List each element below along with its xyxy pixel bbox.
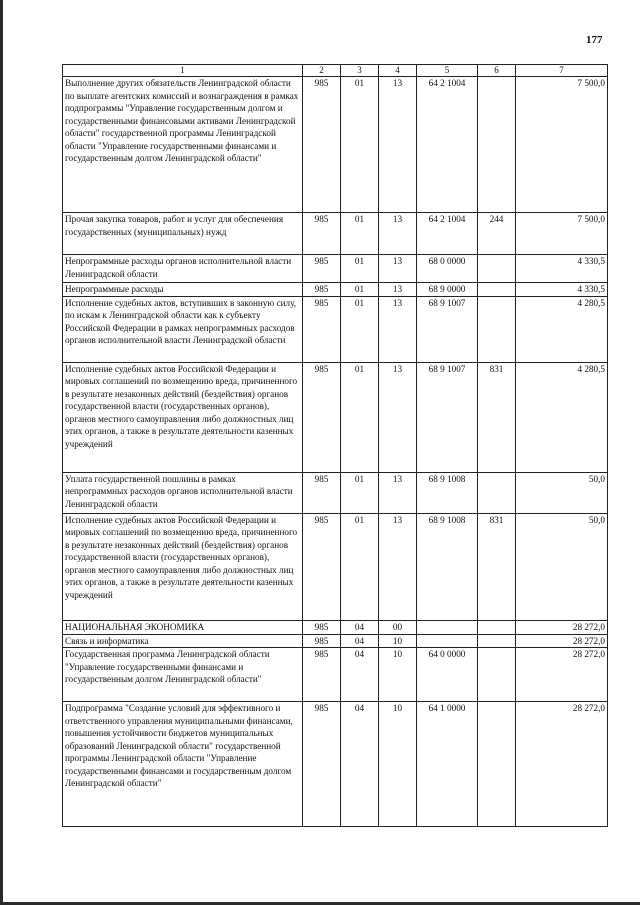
budget-table [62, 64, 608, 827]
row-section: 01 [341, 472, 379, 513]
row-subsection: 10 [379, 702, 417, 827]
row-section: 01 [341, 513, 379, 620]
row-target-article: 64 0 0000 [417, 648, 478, 702]
row-grbs: 985 [303, 77, 341, 213]
row-grbs: 985 [303, 362, 341, 472]
row-name: Государственная программа Ленинградской области "Управление государственными финансами и государственным долгом Ленинградской области" [63, 648, 303, 702]
table-header-row [63, 65, 608, 77]
row-expense-type [478, 283, 516, 297]
row-grbs: 985 [303, 513, 341, 620]
row-sum: 28 272,0 [516, 702, 608, 827]
table-row [63, 296, 608, 362]
row-name: Исполнение судебных актов Российской Федерации и мировых соглашений по возмещению вреда, причиненного в результате незаконных действий (бездействия) органов государственной власти (государственных органов), органов местного самоуправления либо должностных лиц этих органов, а также в результате деятельности казенных учреждений [63, 362, 303, 472]
header-col-4: 4 [379, 65, 417, 77]
row-expense-type [478, 296, 516, 362]
table-row [63, 283, 608, 297]
row-expense-type [478, 620, 516, 634]
row-target-article: 68 9 1007 [417, 362, 478, 472]
row-grbs: 985 [303, 213, 341, 255]
row-subsection: 13 [379, 283, 417, 297]
row-section: 01 [341, 213, 379, 255]
row-sum: 28 272,0 [516, 648, 608, 702]
row-expense-type [478, 702, 516, 827]
table-row [63, 255, 608, 283]
header-col-7: 7 [516, 65, 608, 77]
row-grbs: 985 [303, 620, 341, 634]
row-name: Непрограммные расходы органов исполнительной власти Ленинградской области [63, 255, 303, 283]
row-expense-type [478, 648, 516, 702]
row-expense-type [478, 77, 516, 213]
row-subsection: 13 [379, 362, 417, 472]
row-subsection: 13 [379, 472, 417, 513]
row-sum: 50,0 [516, 472, 608, 513]
row-grbs: 985 [303, 702, 341, 827]
row-expense-type: 831 [478, 362, 516, 472]
row-expense-type [478, 472, 516, 513]
row-target-article: 64 2 1004 [417, 213, 478, 255]
row-target-article: 64 2 1004 [417, 77, 478, 213]
scan-edge-left [0, 0, 3, 905]
row-grbs: 985 [303, 472, 341, 513]
row-grbs: 985 [303, 296, 341, 362]
row-sum: 7 500,0 [516, 213, 608, 255]
row-name: НАЦИОНАЛЬНАЯ ЭКОНОМИКА [63, 620, 303, 634]
row-section: 01 [341, 77, 379, 213]
row-target-article: 68 9 0000 [417, 283, 478, 297]
row-target-article: 64 1 0000 [417, 702, 478, 827]
row-section: 04 [341, 648, 379, 702]
header-col-3: 3 [341, 65, 379, 77]
row-target-article: 68 0 0000 [417, 255, 478, 283]
row-subsection: 10 [379, 648, 417, 702]
row-expense-type: 831 [478, 513, 516, 620]
table-row [63, 634, 608, 648]
row-sum: 50,0 [516, 513, 608, 620]
row-name: Подпрограмма "Создание условий для эффективного и ответственного управления муниципальными финансами, повышения устойчивости бюджетов муниципальных образований Ленинградской области" государственной программы Ленинградской области "Управление государственными финансами и государственным долгом Ленинградской области" [63, 702, 303, 827]
row-section: 04 [341, 620, 379, 634]
page-number: 177 [586, 34, 603, 46]
table-row [63, 77, 608, 213]
row-sum: 28 272,0 [516, 620, 608, 634]
header-col-2: 2 [303, 65, 341, 77]
row-name: Непрограммные расходы [63, 283, 303, 297]
row-name: Исполнение судебных актов, вступивших в законную силу, по искам к Ленинградской области как к субъекту Российской Федерации в рамках непрограммных расходов органов исполнительной власти Ленинградской области [63, 296, 303, 362]
table-row [63, 702, 608, 827]
row-name: Связь и информатика [63, 634, 303, 648]
row-sum: 7 500,0 [516, 77, 608, 213]
row-subsection: 10 [379, 634, 417, 648]
row-name: Выполнение других обязательств Ленинградской области по выплате агентских комиссий и вознаграждения в рамках подпрограммы "Управление государственным долгом и государственными финансовыми активами Ленинградской области" государственной программы Ленинградской области "Управление государственными финансами и государственным долгом Ленинградской области" [63, 77, 303, 213]
row-section: 04 [341, 702, 379, 827]
table-row [63, 620, 608, 634]
header-col-6: 6 [478, 65, 516, 77]
row-subsection: 13 [379, 255, 417, 283]
header-col-1: 1 [63, 65, 303, 77]
table-row [63, 213, 608, 255]
row-expense-type [478, 255, 516, 283]
row-expense-type [478, 634, 516, 648]
row-sum: 4 330,5 [516, 255, 608, 283]
row-section: 01 [341, 255, 379, 283]
row-subsection: 13 [379, 213, 417, 255]
row-name: Уплата государственной пошлины в рамках непрограммных расходов органов исполнительной власти Ленинградской области [63, 472, 303, 513]
row-grbs: 985 [303, 255, 341, 283]
row-target-article: 68 9 1007 [417, 296, 478, 362]
row-sum: 28 272,0 [516, 634, 608, 648]
row-grbs: 985 [303, 634, 341, 648]
row-target-article [417, 620, 478, 634]
row-section: 04 [341, 634, 379, 648]
row-name: Исполнение судебных актов Российской Федерации и мировых соглашений по возмещению вреда, причиненного в результате незаконных действий (бездействия) органов государственной власти (государственных органов), органов местного самоуправления либо должностных лиц этих органов, а также в результате деятельности казенных учреждений [63, 513, 303, 620]
header-col-5: 5 [417, 65, 478, 77]
row-expense-type: 244 [478, 213, 516, 255]
row-sum: 4 330,5 [516, 283, 608, 297]
row-target-article [417, 634, 478, 648]
table-row [63, 472, 608, 513]
row-sum: 4 280,5 [516, 362, 608, 472]
row-section: 01 [341, 283, 379, 297]
row-subsection: 00 [379, 620, 417, 634]
row-section: 01 [341, 362, 379, 472]
row-subsection: 13 [379, 296, 417, 362]
row-grbs: 985 [303, 283, 341, 297]
row-target-article: 68 9 1008 [417, 472, 478, 513]
table-row [63, 648, 608, 702]
row-subsection: 13 [379, 77, 417, 213]
row-grbs: 985 [303, 648, 341, 702]
row-sum: 4 280,5 [516, 296, 608, 362]
row-subsection: 13 [379, 513, 417, 620]
table-row [63, 513, 608, 620]
row-name: Прочая закупка товаров, работ и услуг для обеспечения государственных (муниципальных) нужд [63, 213, 303, 255]
row-section: 01 [341, 296, 379, 362]
row-target-article: 68 9 1008 [417, 513, 478, 620]
table-row [63, 362, 608, 472]
